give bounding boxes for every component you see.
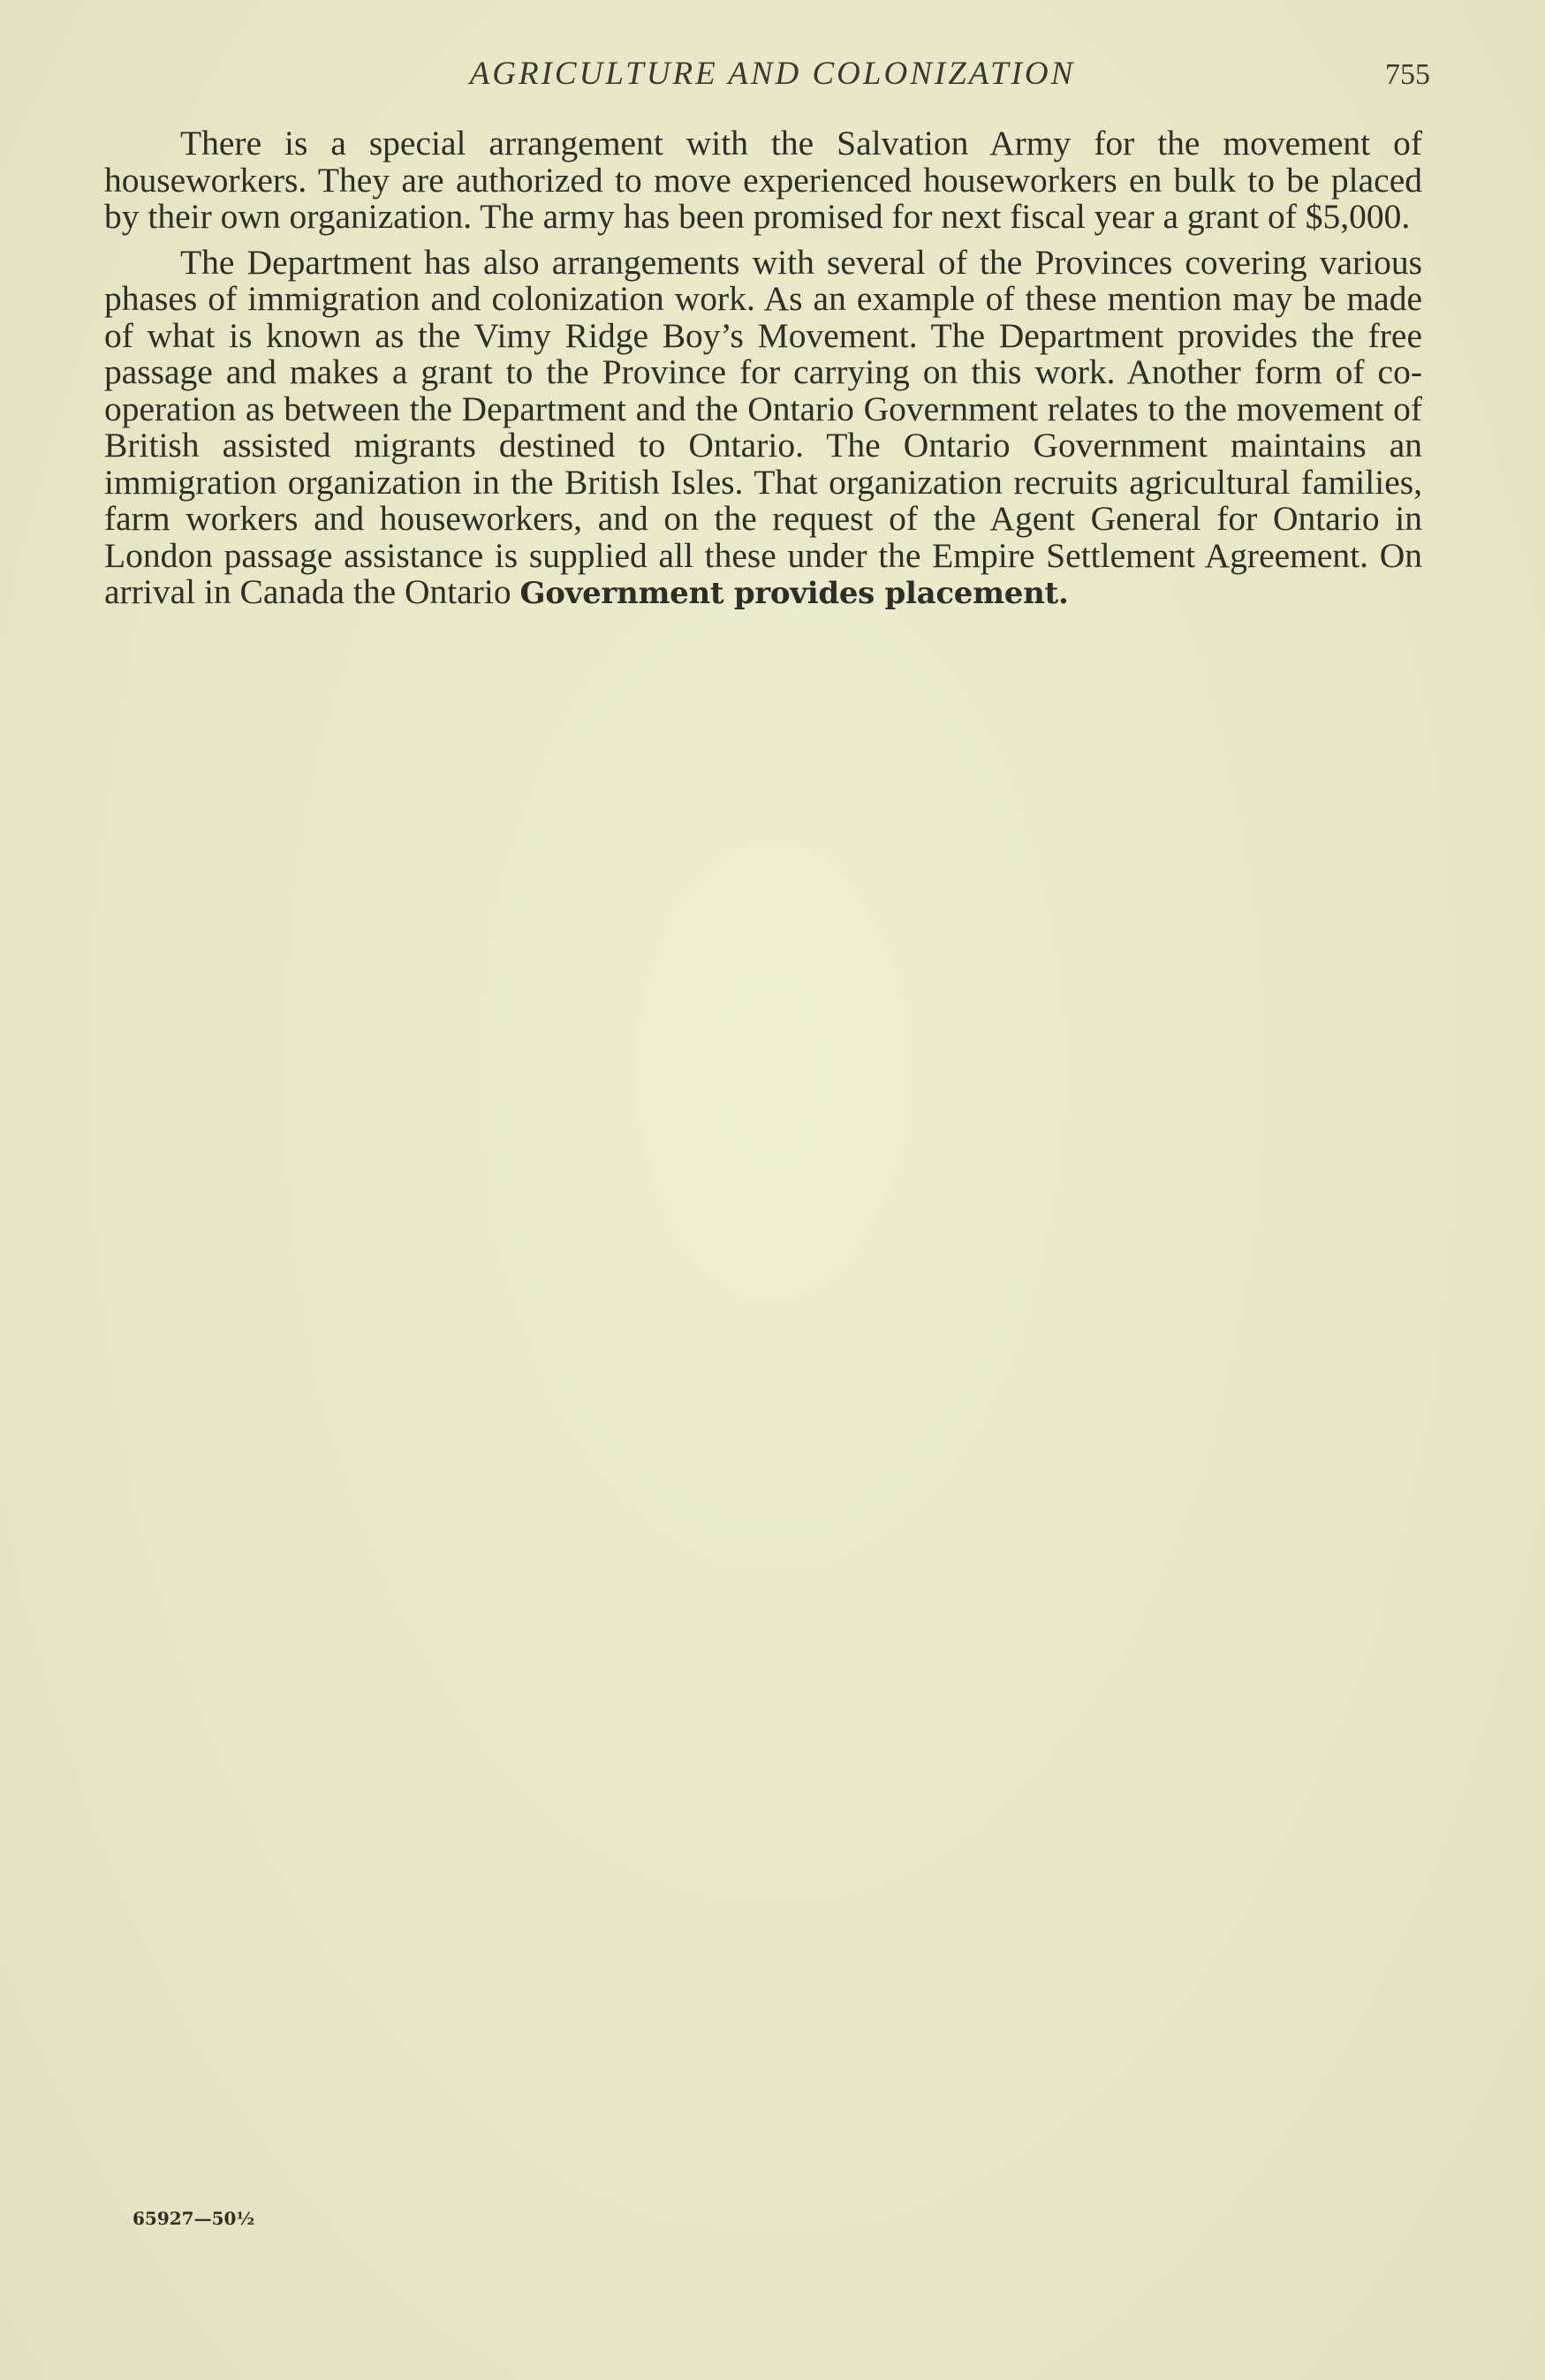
running-head (0, 55, 1545, 99)
body-text (104, 125, 1422, 613)
running-title: AGRICULTURE AND COLONIZATION (469, 56, 1076, 92)
print-code: 65927—50½ (133, 2208, 255, 2229)
paragraph-salvation-army: There is a special arrangement with the Salvation Army for the movement of houseworkers. They are authorized to move experienced houseworkers en bulk to be placed by their own organization. The army has been promised for next fiscal year a grant of $5,000. (104, 124, 1422, 236)
paragraph-provinces (104, 242, 1422, 613)
paragraph-provinces-text: The Department has also arrangements with several of the Provinces covering various phases of immigration and colonization work. As an example of these mention may be made of what is known as the Vimy Ridge Boy’s Movement. The Department provides the free passage and makes a grant to the Province for carrying on this work. Another form of co-operation as between the Department and the Ontario Government relates to the movement of British assisted migrants destined to Ontario. The Ontario Government maintains an immigration organization in the British Isles. That organization recruits agricultural families, farm workers and houseworkers, and on the request of the Agent General for Ontario in London passage assistance is supplied all these under the Empire Settlement Agreement. On arrival in Canada the Ontario (104, 242, 1422, 611)
bold-closing-phrase: Government provides placement. (519, 576, 1069, 611)
page-number: 755 (1385, 58, 1430, 91)
show-through-texture (104, 636, 1447, 1784)
